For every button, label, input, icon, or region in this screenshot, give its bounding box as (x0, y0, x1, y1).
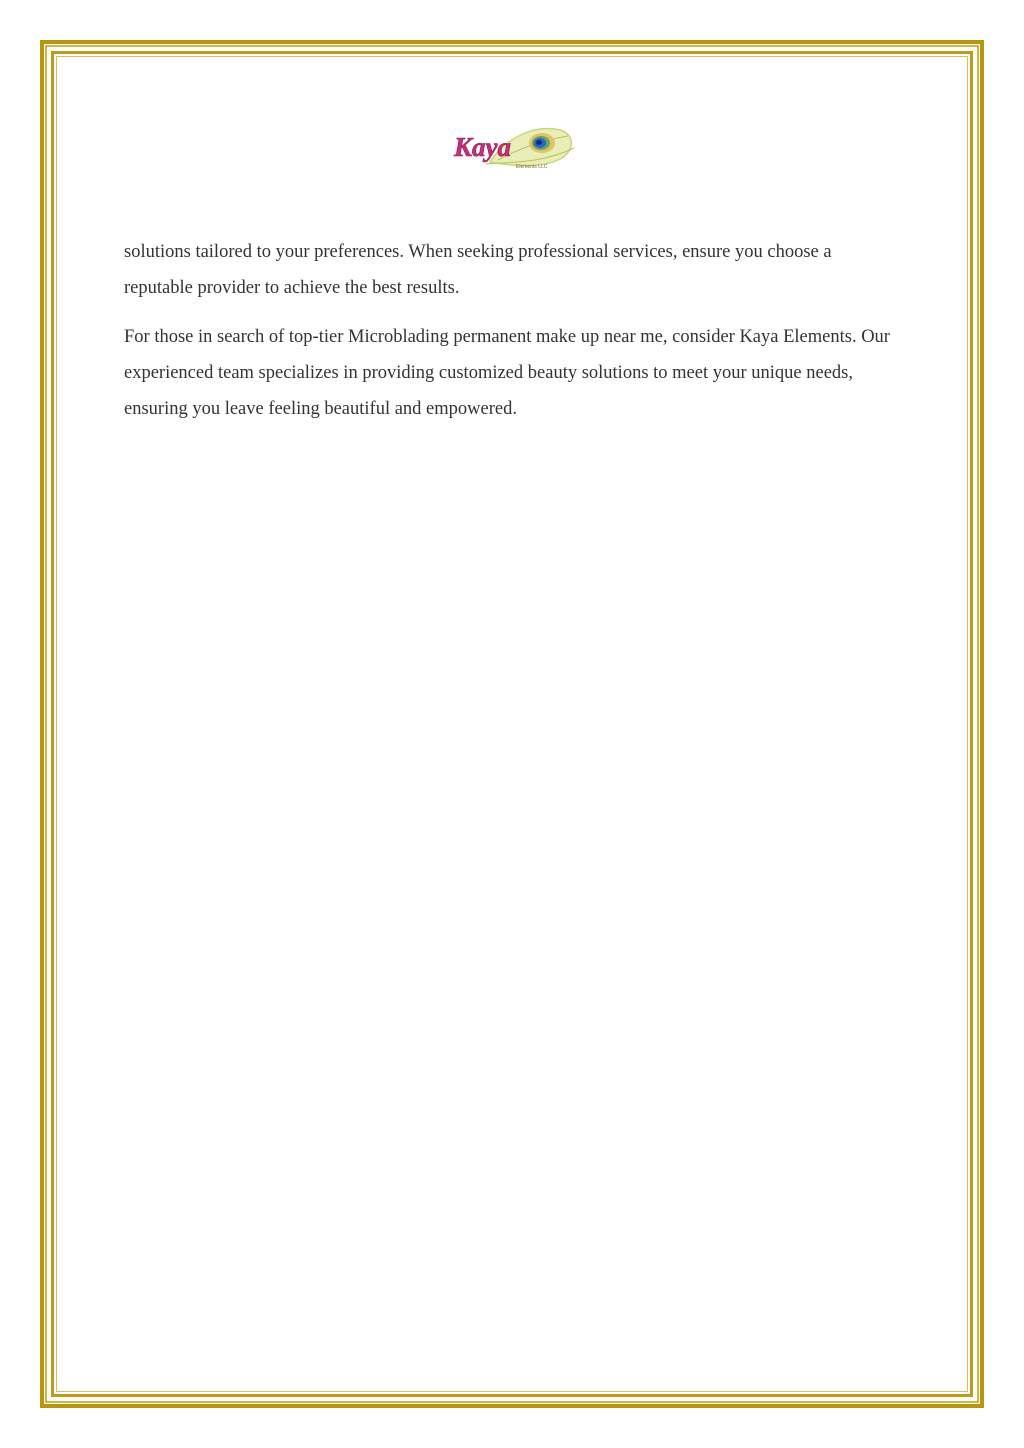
paragraph-1: solutions tailored to your preferences. When seeking professional services, ensure you choose a reputable provider to achieve the best results. (124, 242, 832, 298)
logo-subtext: Elements LLC (516, 164, 548, 170)
logo-text: Kaya (454, 132, 511, 162)
peacock-feather-logo-icon (450, 118, 578, 174)
body-text (124, 234, 904, 440)
kaya-elements-logo (450, 118, 578, 174)
paragraph-2: For those in search of top-tier Microblading permanent make up near me, consider Kaya Elements. Our experienced team specializes in providing customized beauty solutions to meet your unique needs, ensuring you leave feeling beautiful and empowered. (124, 327, 890, 419)
